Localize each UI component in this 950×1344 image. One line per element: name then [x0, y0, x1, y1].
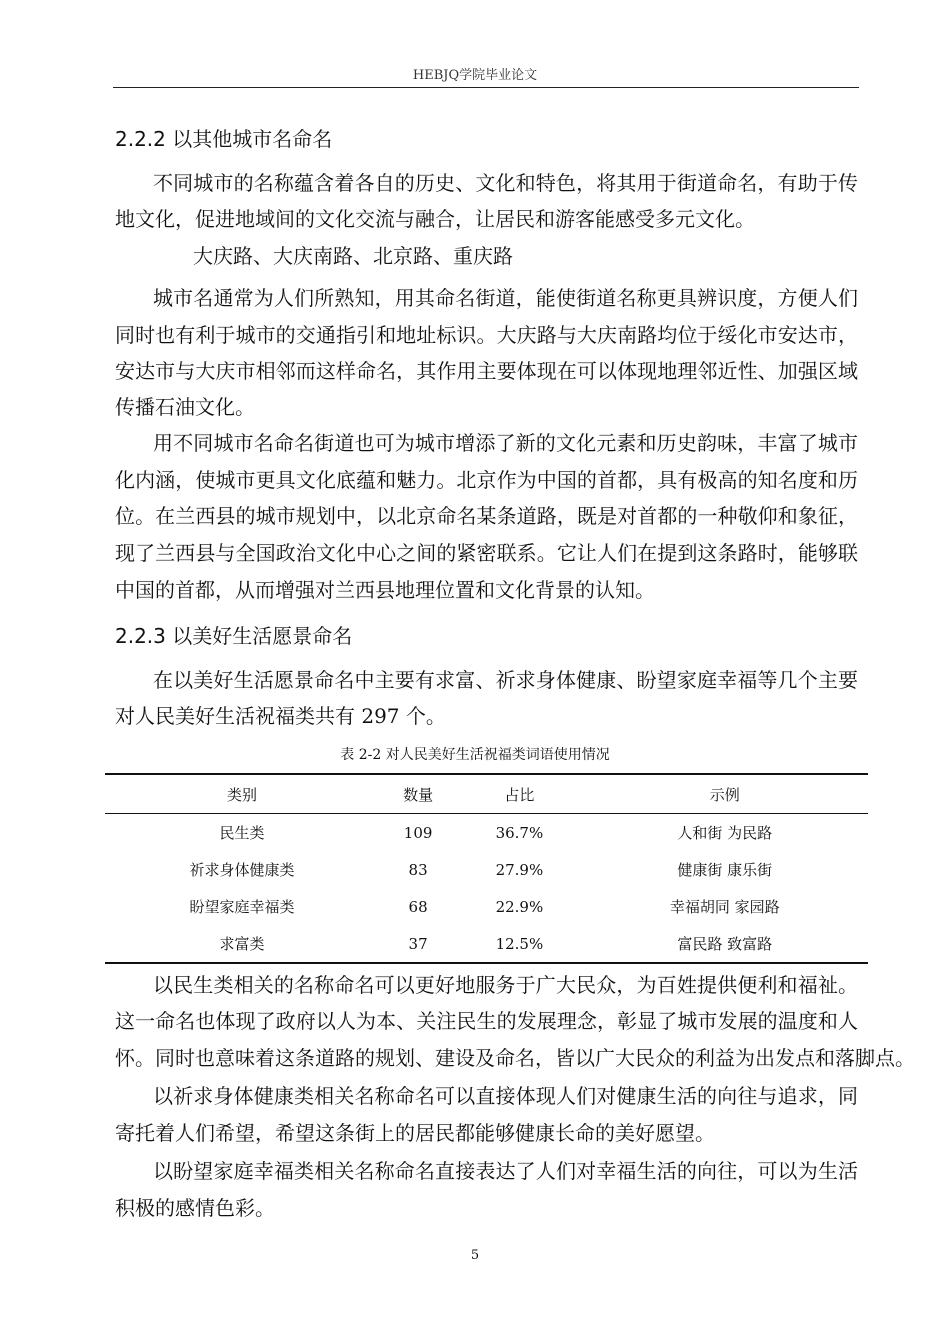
paragraph-line: 对人民美好生活祝福类共有 297 个。 [115, 704, 446, 728]
cell: 27.9% [495, 860, 544, 879]
cell: 祈求身体健康类 [189, 861, 295, 879]
paragraph-line: 以祈求身体健康类相关名称命名可以直接体现人们对健康生活的向往与追求，同 [153, 1084, 858, 1108]
paragraph-line: 同时也有利于城市的交通指引和地址标识。大庆路与大庆南路均位于绥化市安达市， [115, 323, 858, 347]
paragraph-line: 在以美好生活愿景命名中主要有求富、祈求身体健康、盼望家庭幸福等几个主要 [153, 668, 858, 692]
cell: 人和街 为民路 [677, 824, 773, 842]
cell: 68 [408, 897, 428, 916]
paragraph-line: 积极的感情色彩。 [115, 1196, 275, 1220]
paragraph-line: 用不同城市名命名街道也可为城市增添了新的文化元素和历史韵味，丰富了城市 [153, 431, 858, 455]
cell: 22.9% [495, 897, 544, 916]
paragraph-line: 传播石油文化。 [115, 395, 255, 419]
col-header: 类别 [226, 785, 257, 804]
example-list: 大庆路、大庆南路、北京路、重庆路 [193, 244, 513, 268]
cell: 民生类 [219, 824, 265, 842]
section-heading: 2.2.3 以美好生活愿景命名 [115, 624, 353, 648]
page-number: 5 [470, 1248, 480, 1263]
paragraph-line: 怀。同时也意味着这条道路的规划、建设及命名，皆以广大民众的利益为出发点和落脚点。 [115, 1046, 915, 1070]
paragraph-line: 以盼望家庭幸福类相关名称命名直接表达了人们对幸福生活的向往，可以为生活 [153, 1159, 858, 1183]
paragraph-line: 不同城市的名称蕴含着各自的历史、文化和特色，将其用于街道命名，有助于传 [153, 171, 858, 195]
table-row [105, 851, 868, 888]
table-row [105, 925, 868, 963]
paragraph-line: 位。在兰西县的城市规划中，以北京命名某条道路，既是对首都的一种敬仰和象征， [115, 504, 858, 528]
paragraph-line: 以民生类相关的名称命名可以更好地服务于广大民众，为百姓提供便利和福祉。 [153, 973, 858, 997]
paragraph-line: 寄托着人们希望，希望这条街上的居民都能够健康长命的美好愿望。 [115, 1121, 715, 1145]
cell: 健康街 康乐街 [677, 861, 773, 879]
cell: 37 [408, 934, 428, 953]
data-table [105, 773, 868, 964]
running-header: HEBJQ学院毕业论文 [412, 68, 538, 83]
cell: 盼望家庭幸福类 [189, 898, 295, 916]
cell: 83 [408, 860, 428, 879]
cell: 12.5% [495, 934, 544, 953]
paragraph-line: 城市名通常为人们所熟知，用其命名街道，能使街道名称更具辨识度，方便人们 [153, 286, 858, 310]
section-heading: 2.2.2 以其他城市名命名 [115, 127, 333, 151]
cell: 幸福胡同 家园路 [669, 898, 780, 916]
paragraph-line: 中国的首都，从而增强对兰西县地理位置和文化背景的认知。 [115, 578, 655, 602]
table-row [105, 888, 868, 925]
table-header-row [105, 774, 868, 814]
table-row [105, 814, 868, 852]
paragraph-line: 现了兰西县与全国政治文化中心之间的紧密联系。它让人们在提到这条路时，能够联 [115, 541, 858, 565]
header-rule [113, 87, 859, 88]
cell: 富民路 致富路 [677, 935, 773, 953]
paragraph-line: 安达市与大庆市相邻而这样命名，其作用主要体现在可以体现地理邻近性、加强区域 [115, 359, 858, 383]
col-header: 示例 [709, 785, 740, 804]
cell: 36.7% [495, 823, 544, 842]
paragraph-line: 这一命名也体现了政府以人为本、关注民生的发展理念，彰显了城市发展的温度和人 [115, 1009, 858, 1033]
cell: 求富类 [219, 935, 265, 953]
col-header: 占比 [504, 785, 535, 804]
paragraph-line: 地文化，促进地域间的文化交流与融合，让居民和游客能感受多元文化。 [115, 207, 755, 231]
table-caption: 表 2-2 对人民美好生活祝福类词语使用情况 [340, 747, 610, 763]
cell: 109 [403, 823, 433, 842]
col-header: 数量 [403, 785, 434, 804]
paragraph-line: 化内涵，使城市更具文化底蕴和魅力。北京作为中国的首都，具有极高的知名度和历 [115, 468, 858, 492]
